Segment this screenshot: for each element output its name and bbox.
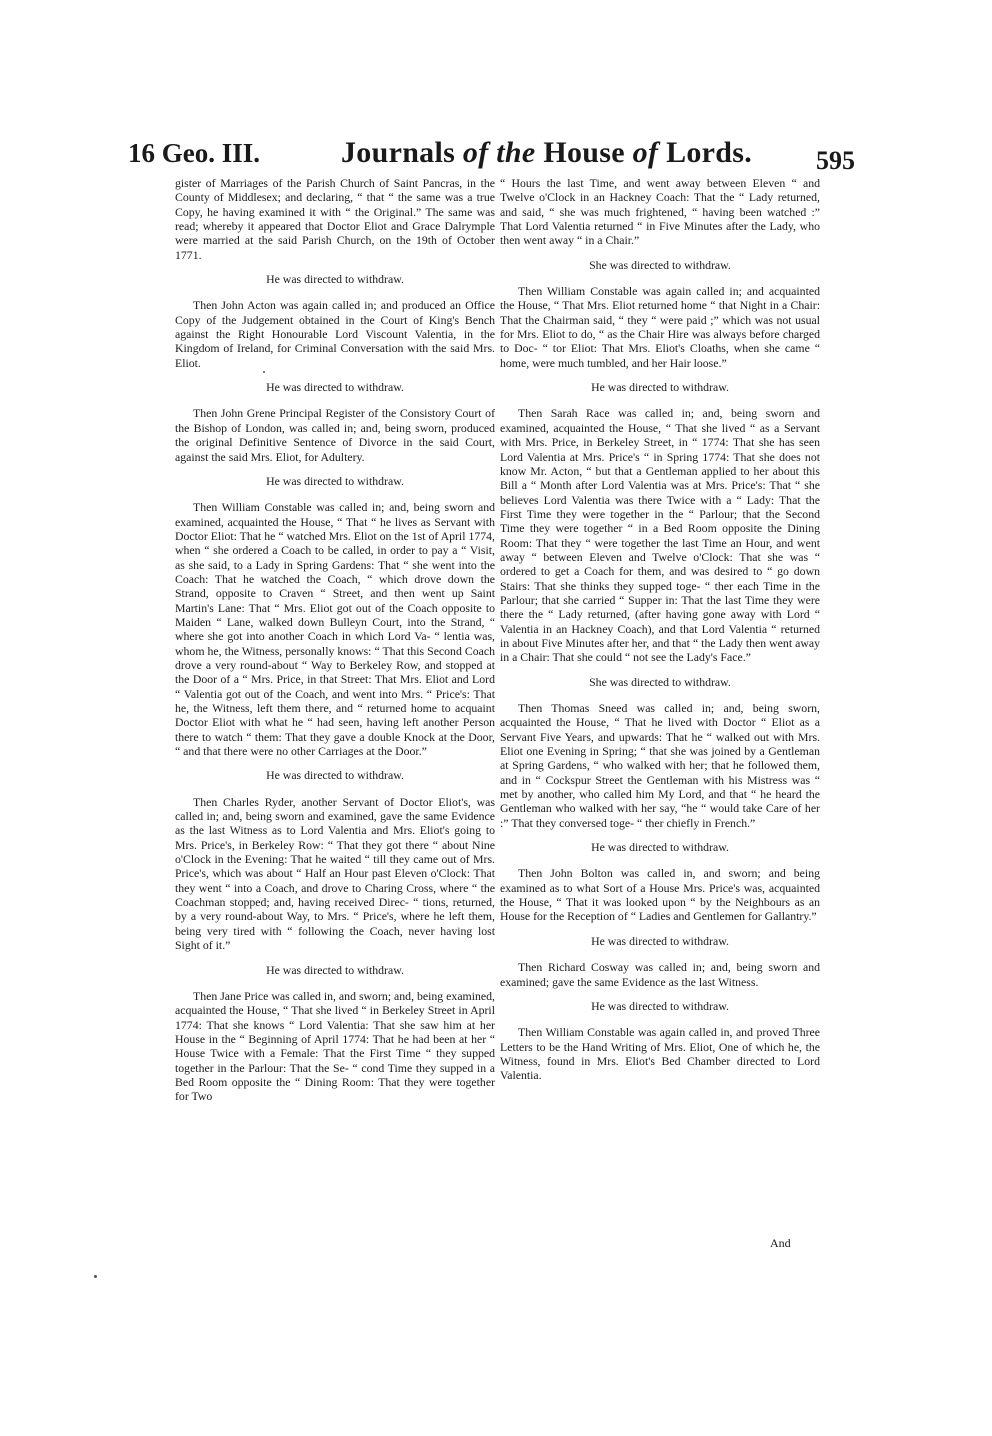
paragraph: Then Richard Cosway was called in; and, being sworn and examined; gave the same Evidence as the last Witness. — [500, 960, 820, 989]
paragraph: Then Sarah Race was called in; and, being sworn and examined, acquainted the House, “ That she lived “ as a Servant with Mrs. Price, in Berkeley Street, in “ 1774: That she has seen Lord Valentia at Mrs. Price's “ in Spring 1774: That she does not know Mr. Acton, “ but that a Gentleman applied to her about this Bill a “ Month after Lord Valentia was at Mrs. Price's: That “ she believes Lord Valentia was there Twice with a “ Lady: That the First Time they were together in the “ Parlour; that the Second Time they were together “ in a Bed Room opposite the Dining Room: That they “ were together the last Time an Hour, and went away “ between Eleven and Twelve o'Clock: That she was “ ordered to get a Coach for them, and was desired to “ go down Stairs: That she thinks they supped toge- “ ther each Time in the Parlour; that she carried “ Supper in: That the last Time they were there the “ Lady returned, (after having gone away with Lord “ Valentia in an Hackney Coach), and that Lord Valentia “ returned in about Five Minutes after her, and that “ the Lady then went away in a Chair: That she could “ not see the Lady's Face.” — [500, 406, 820, 665]
withdraw-note: He was directed to withdraw. — [266, 272, 404, 287]
paragraph: Then John Bolton was called in, and sworn; and being examined as to what Sort of a House Mrs. Price's was, acquainted the House, “ That it was looked upon “ by the Neighbours as an House for the Reception of “ Ladies and Gentlemen for Gallantry.” — [500, 866, 820, 924]
withdraw-note: He was directed to withdraw. — [591, 840, 729, 855]
regnal-year: 16 Geo. III. — [128, 138, 261, 168]
withdraw-note: He was directed to withdraw. — [591, 380, 729, 395]
withdraw-note: She was directed to withdraw. — [589, 674, 731, 689]
journal-title-word-2: House — [535, 136, 633, 169]
paragraph: “ Hours the last Time, and went away between Eleven “ and Twelve o'Clock in an Hackney Coach: That the “ Lady returned, and said, “ she was much frightened, “ having been watched :” That Lord Valentia returned “ in Five Minutes after the Lady, who then went away “ in a Chair.” — [500, 176, 820, 248]
catchword: And — [770, 1236, 791, 1250]
paragraph: gister of Marriages of the Parish Church of Saint Pancras, in the County of Middlesex; and declaring, “ that “ the same was a true Copy, he having examined it with “ the Original.” The same was read; whereby it appeared that Doctor Eliot and Grace Dalrymple were married at the said Parish Church, on the 19th of October 1771. — [175, 176, 495, 262]
paragraph: Then Charles Ryder, another Servant of Doctor Eliot's, was called in; and, being sworn and examined, gave the same Evidence as the last Witness as to Lord Valentia and Mrs. Eliot's going to Mrs. Price's, in Berkeley Row: “ That they got there “ about Nine o'Clock in the Evening: That he waited “ till they came out of Mrs. Price's, which was about “ Half an Hour past Eleven o'Clock: That they went “ into a Coach, and drove to Charing Cross, where “ the Coachman stopped; and, having received Direc- “ tions, returned, by a very round-about Way, to Mrs. “ Price's, where he left them, being very tired with “ following the Coach, never having lost Sight of it.” — [175, 794, 495, 953]
withdraw-note: He was directed to withdraw. — [266, 962, 404, 977]
withdraw-note: He was directed to withdraw. — [591, 933, 729, 948]
page-header — [128, 130, 855, 175]
page-number: 595 — [816, 146, 855, 175]
left-column — [175, 176, 495, 1104]
journal-title — [341, 136, 752, 170]
speck — [263, 371, 265, 373]
paragraph: Then William Constable was called in; and, being sworn and examined, acquainted the House, “ That “ he lives as Servant with Doctor Eliot: That he “ watched Mrs. Eliot on the 1st of April 1774, when “ she ordered a Coach to be called, in order to pay a “ Visit, as she said, to a Lady in Spring Gardens: That “ she went into the Coach: That he watched the Coach, “ which drove down the Strand, opposite to Craven “ Street, and then went up Saint Martin's Lane: That “ Mrs. Eliot got out of the Coach opposite to Maiden “ Lane, walked down Bulleyn Court, into the Strand, “ where she got into another Coach in which Lord Va- “ lentia was, whom he, the Witness, personally knows: “ That this Second Coach drove a very round-about “ Way to Berkeley Row, and stopped at the Door of a “ Mrs. Price, in that Street: That Mrs. Eliot and Lord “ Valentia got out of the Coach, and went into Mrs. “ Price's: That he, the Witness, left them there, and “ returned home to acquaint Doctor Eliot with what he “ had seen, having left another Person there to watch “ them: That they gave a double Knock at the Door, “ and that there were no other Carriages at the Door.” — [175, 500, 495, 759]
journal-title-of-the: of the — [462, 136, 536, 169]
journal-title-word-1: Journals — [341, 136, 463, 169]
paragraph: Then Jane Price was called in, and sworn; and, being examined, acquainted the House, “ That she lived “ in Berkeley Street in April 1774: That she knows “ Lord Valentia: That she saw him at her House in the “ Beginning of April 1774: That he had been at her “ House Twice with a Female: That the First Time “ they supped together in the Parlour: That the Se- “ cond Time they supped in a Bed Room opposite the “ Dining Room: That they were together for Two — [175, 988, 495, 1104]
speck — [94, 1275, 97, 1278]
withdraw-note: He was directed to withdraw. — [266, 380, 404, 395]
withdraw-note: She was directed to withdraw. — [589, 257, 731, 272]
paragraph: Then John Acton was again called in; and produced an Office Copy of the Judgement obtained in the Court of King's Bench against the Right Honourable Lord Viscount Valentia, in the Kingdom of Ireland, for Criminal Conversation with the said Mrs. Eliot. — [175, 298, 495, 370]
withdraw-note: He was directed to withdraw. — [266, 473, 404, 488]
withdraw-note: He was directed to withdraw. — [266, 768, 404, 783]
paragraph: Then William Constable was again called in; and acquainted the House, “ That Mrs. Eliot returned home “ that Night in a Chair: That the Chairman said, “ they “ were paid ;” which was not usual for Mrs. Eliot to do, “ as the Chair Hire was always before charged to Doc- “ tor Eliot: That Mrs. Eliot's Cloaths, when she came “ home, were much tumbled, and her Hair loose.” — [500, 284, 820, 370]
paragraph: Then John Grene Principal Register of the Consistory Court of the Bishop of London, was called in; and, being sworn, produced the original Definitive Sentence of Divorce in the said Court, against the said Mrs. Eliot, for Adultery. — [175, 406, 495, 464]
withdraw-note: He was directed to withdraw. — [591, 998, 729, 1013]
right-column — [500, 176, 820, 1083]
paragraph: Then Thomas Sneed was called in; and, being sworn, acquainted the House, “ That he lived with Doctor “ Eliot as a Servant Five Years, and upwards: That he “ walked out with Mrs. Eliot one Evening in Spring; “ that she was joined by a Gentleman at Spring Gardens, “ who walked with her; that he followed them, and in “ Cockspur Street the Gentleman with his Mistress was “ met by another, who called him My Lord, and that “ he heard the Gentleman who walked with her say, “he “ would take Care of her :” That they conversed toge- “ ther chiefly in French.” — [500, 701, 820, 830]
paragraph: Then William Constable was again called in, and proved Three Letters to be the Hand Writing of Mrs. Eliot, One of which he, the Witness, found in Mrs. Eliot's Bed Chamber directed to Lord Valentia. — [500, 1025, 820, 1083]
journal-title-of: of — [632, 136, 659, 169]
journal-title-word-3: Lords. — [658, 136, 753, 169]
